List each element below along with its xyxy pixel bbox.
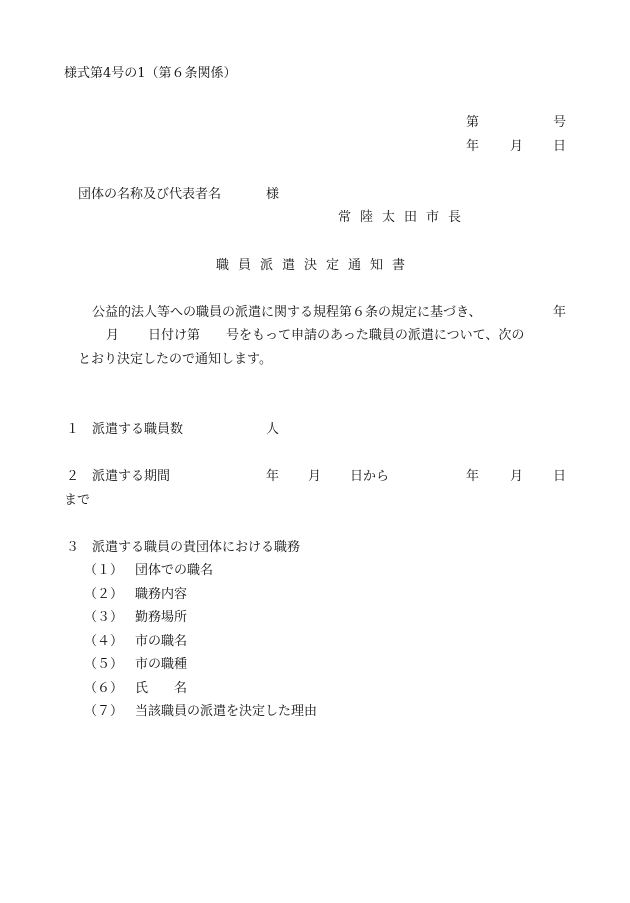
section-2-made: まで — [64, 493, 91, 508]
section-3-item-1-label: 団体での職名 — [135, 563, 214, 578]
sender-name: 常陸太田市長 — [338, 210, 471, 225]
section-1-number: １ — [66, 422, 80, 437]
section-1-unit: 人 — [266, 422, 280, 437]
body-line-1-year: 年 — [553, 305, 567, 320]
section-3-item-3-label: 勤務場所 — [135, 610, 188, 625]
form-label: 様式第4号の1（第６条関係） — [64, 66, 237, 81]
section-3-item-4-label: 市の職名 — [135, 634, 188, 649]
section-3-number: ３ — [66, 540, 80, 555]
section-3-item-7-label: 当該職員の派遣を決定した理由 — [135, 704, 318, 719]
date-year: 年 — [466, 139, 480, 154]
ref-dai: 第 — [466, 115, 480, 130]
body-line-3: とおり決定したので通知します。 — [78, 352, 272, 367]
body-line-2-month: 月 — [106, 328, 120, 343]
section-2-from-day: 日から — [350, 469, 390, 484]
section-3-item-6-label: 氏 名 — [135, 681, 188, 696]
section-3-item-6-number: （６） — [84, 681, 124, 696]
section-2-number: ２ — [66, 469, 80, 484]
section-2-from-month: 月 — [308, 469, 322, 484]
page-title: 職員派遣決定通知書 — [216, 258, 415, 273]
section-2-to-month: 月 — [510, 469, 524, 484]
section-3-label: 派遣する職員の貴団体における職務 — [92, 540, 301, 555]
section-3-item-7-number: （７） — [84, 704, 124, 719]
body-line-1: 公益的法人等への職員の派遣に関する規程第６条の規定に基づき、 — [92, 305, 482, 320]
section-2-from-year: 年 — [266, 469, 280, 484]
section-2-to-day: 日 — [553, 469, 567, 484]
section-3-item-1-number: （１） — [84, 563, 124, 578]
addressee-sama: 様 — [266, 187, 280, 202]
section-3-item-2-number: （２） — [84, 587, 124, 602]
addressee-label: 団体の名称及び代表者名 — [78, 187, 222, 202]
section-3-item-5-label: 市の職種 — [135, 657, 188, 672]
ref-go: 号 — [553, 115, 567, 130]
section-3-item-2-label: 職務内容 — [135, 587, 188, 602]
section-1-label: 派遣する職員数 — [92, 422, 184, 437]
section-2-to-year: 年 — [466, 469, 480, 484]
date-month: 月 — [510, 139, 524, 154]
section-3-item-4-number: （４） — [84, 634, 124, 649]
section-3-item-5-number: （５） — [84, 657, 124, 672]
section-3-item-3-number: （３） — [84, 610, 124, 625]
body-line-2: 日付け第 号をもって申請のあった職員の派遣について、次の — [148, 328, 525, 343]
section-2-label: 派遣する期間 — [92, 469, 171, 484]
date-day: 日 — [553, 139, 567, 154]
